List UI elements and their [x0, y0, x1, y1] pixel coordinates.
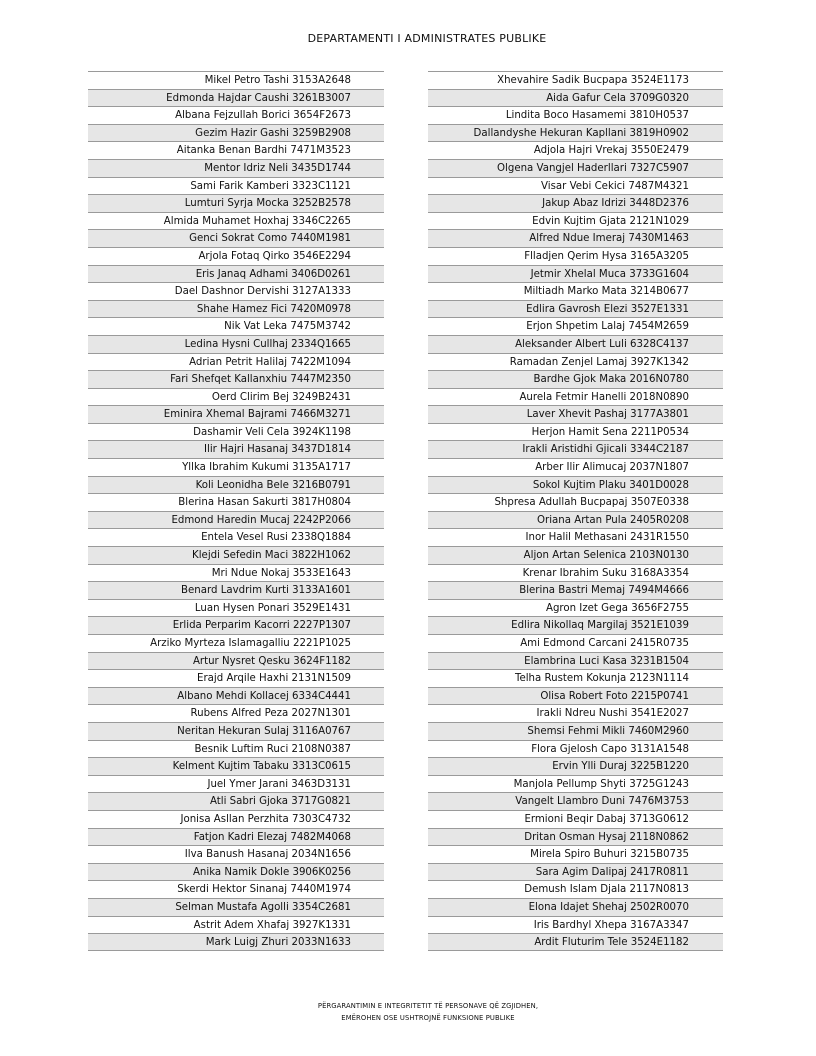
list-item: Demush Islam Djala 2117N0813: [428, 880, 723, 898]
list-item: Astrit Adem Xhafaj 3927K1331: [88, 916, 384, 934]
list-item: Aurela Fetmir Hanelli 2018N0890: [428, 388, 723, 406]
list-item: Shpresa Adullah Bucpapaj 3507E0338: [428, 493, 723, 511]
list-item: Yllka Ibrahim Kukumi 3135A1717: [88, 458, 384, 476]
list-item: Mark Luigj Zhuri 2033N1633: [88, 933, 384, 951]
list-item: Gezim Hazir Gashi 3259B2908: [88, 124, 384, 142]
list-item: Inor Halil Methasani 2431R1550: [428, 528, 723, 546]
list-item: Aleksander Albert Luli 6328C4137: [428, 335, 723, 353]
page-footer: [0, 1000, 816, 1024]
list-item: Besnik Luftim Ruci 2108N0387: [88, 740, 384, 758]
list-item: Albana Fejzullah Borici 3654F2673: [88, 106, 384, 124]
list-item: Entela Vesel Rusi 2338Q1884: [88, 528, 384, 546]
list-item: Dritan Osman Hysaj 2118N0862: [428, 828, 723, 846]
list-item: Edmonda Hajdar Caushi 3261B3007: [88, 89, 384, 107]
list-item: Benard Lavdrim Kurti 3133A1601: [88, 581, 384, 599]
list-item: Edmond Haredin Mucaj 2242P2066: [88, 511, 384, 529]
list-item: Ami Edmond Carcani 2415R0735: [428, 634, 723, 652]
list-item: Telha Rustem Kokunja 2123N1114: [428, 669, 723, 687]
list-item: Visar Vebi Cekici 7487M4321: [428, 177, 723, 195]
list-item: Edlira Gavrosh Elezi 3527E1331: [428, 300, 723, 318]
list-item: Jetmir Xhelal Muca 3733G1604: [428, 265, 723, 283]
list-item: Lindita Boco Hasamemi 3810H0537: [428, 106, 723, 124]
list-item: Lumturi Syrja Mocka 3252B2578: [88, 194, 384, 212]
list-item: Elambrina Luci Kasa 3231B1504: [428, 652, 723, 670]
list-item: Flladjen Qerim Hysa 3165A3205: [428, 247, 723, 265]
list-item: Ervin Ylli Duraj 3225B1220: [428, 757, 723, 775]
footer-line-1: PËRGARANTIMIN E INTEGRITETIT TË PERSONAVE QË ZGJIDHEN,: [317, 1002, 539, 1010]
right-name-list: [428, 71, 723, 951]
left-name-list: [88, 71, 384, 951]
list-item: Blerina Hasan Sakurti 3817H0804: [88, 493, 384, 511]
list-item: Ramadan Zenjel Lamaj 3927K1342: [428, 353, 723, 371]
list-item: Elona Idajet Shehaj 2502R0070: [428, 898, 723, 916]
list-item: Edlira Nikollaq Margilaj 3521E1039: [428, 616, 723, 634]
list-item: Oriana Artan Pula 2405R0208: [428, 511, 723, 529]
page-title: DEPARTAMENTI I ADMINISTRATES PUBLIKE: [307, 32, 547, 45]
list-item: Rubens Alfred Peza 2027N1301: [88, 704, 384, 722]
list-item: Eminira Xhemal Bajrami 7466M3271: [88, 405, 384, 423]
list-item: Irakli Aristidhi Gjicali 3344C2187: [428, 440, 723, 458]
list-item: Fari Shefqet Kallanxhiu 7447M2350: [88, 370, 384, 388]
list-item: Dashamir Veli Cela 3924K1198: [88, 423, 384, 441]
list-item: Genci Sokrat Como 7440M1981: [88, 229, 384, 247]
list-item: Ermioni Beqir Dabaj 3713G0612: [428, 810, 723, 828]
list-item: Fatjon Kadri Elezaj 7482M4068: [88, 828, 384, 846]
list-item: Mirela Spiro Buhuri 3215B0735: [428, 845, 723, 863]
list-item: Mikel Petro Tashi 3153A2648: [88, 71, 384, 89]
list-item: Shahe Hamez Fici 7420M0978: [88, 300, 384, 318]
list-item: Anika Namik Dokle 3906K0256: [88, 863, 384, 881]
list-item: Luan Hysen Ponari 3529E1431: [88, 599, 384, 617]
list-item: Ledina Hysni Cullhaj 2334Q1665: [88, 335, 384, 353]
list-item: Blerina Bastri Memaj 7494M4666: [428, 581, 723, 599]
list-item: Alfred Ndue Imeraj 7430M1463: [428, 229, 723, 247]
list-item: Vangelt Llambro Duni 7476M3753: [428, 792, 723, 810]
list-item: Sokol Kujtim Plaku 3401D0028: [428, 476, 723, 494]
list-item: Aida Gafur Cela 3709G0320: [428, 89, 723, 107]
list-item: Koli Leonidha Bele 3216B0791: [88, 476, 384, 494]
list-item: Juel Ymer Jarani 3463D3131: [88, 775, 384, 793]
list-item: Laver Xhevit Pashaj 3177A3801: [428, 405, 723, 423]
list-item: Adjola Hajri Vrekaj 3550E2479: [428, 141, 723, 159]
list-item: Xhevahire Sadik Bucpapa 3524E1173: [428, 71, 723, 89]
list-item: Albano Mehdi Kollacej 6334C4441: [88, 687, 384, 705]
list-item: Arber Ilir Alimucaj 2037N1807: [428, 458, 723, 476]
list-item: Shemsi Fehmi Mikli 7460M2960: [428, 722, 723, 740]
list-item: Sara Agim Dalipaj 2417R0811: [428, 863, 723, 881]
list-item: Atli Sabri Gjoka 3717G0821: [88, 792, 384, 810]
list-item: Aljon Artan Selenica 2103N0130: [428, 546, 723, 564]
list-item: Dallandyshe Hekuran Kapllani 3819H0902: [428, 124, 723, 142]
list-item: Irakli Ndreu Nushi 3541E2027: [428, 704, 723, 722]
list-item: Krenar Ibrahim Suku 3168A3354: [428, 564, 723, 582]
list-item: Klejdi Sefedin Maci 3822H1062: [88, 546, 384, 564]
list-item: Edvin Kujtim Gjata 2121N1029: [428, 212, 723, 230]
list-item: Almida Muhamet Hoxhaj 3346C2265: [88, 212, 384, 230]
list-item: Jakup Abaz Idrizi 3448D2376: [428, 194, 723, 212]
list-item: Kelment Kujtim Tabaku 3313C0615: [88, 757, 384, 775]
list-item: Mentor Idriz Neli 3435D1744: [88, 159, 384, 177]
list-item: Mri Ndue Nokaj 3533E1643: [88, 564, 384, 582]
list-item: Arziko Myrteza Islamagalliu 2221P1025: [88, 634, 384, 652]
list-item: Artur Nysret Qesku 3624F1182: [88, 652, 384, 670]
list-item: Ilir Hajri Hasanaj 3437D1814: [88, 440, 384, 458]
list-item: Jonisa Asllan Perzhita 7303C4732: [88, 810, 384, 828]
list-item: Erlida Perparim Kacorri 2227P1307: [88, 616, 384, 634]
list-item: Eris Janaq Adhami 3406D0261: [88, 265, 384, 283]
list-item: Erjon Shpetim Lalaj 7454M2659: [428, 317, 723, 335]
list-item: Olisa Robert Foto 2215P0741: [428, 687, 723, 705]
list-item: Oerd Clirim Bej 3249B2431: [88, 388, 384, 406]
list-item: Manjola Pellump Shyti 3725G1243: [428, 775, 723, 793]
list-item: Aitanka Benan Bardhi 7471M3523: [88, 141, 384, 159]
list-item: Selman Mustafa Agolli 3354C2681: [88, 898, 384, 916]
list-item: Miltiadh Marko Mata 3214B0677: [428, 282, 723, 300]
list-item: Dael Dashnor Dervishi 3127A1333: [88, 282, 384, 300]
list-item: Ardit Fluturim Tele 3524E1182: [428, 933, 723, 951]
list-item: Olgena Vangjel Haderllari 7327C5907: [428, 159, 723, 177]
list-item: Sami Farik Kamberi 3323C1121: [88, 177, 384, 195]
footer-line-2: EMËROHEN OSE USHTROJNË FUNKSIONE PUBLIKE: [341, 1014, 515, 1022]
list-item: Iris Bardhyl Xhepa 3167A3347: [428, 916, 723, 934]
list-item: Adrian Petrit Halilaj 7422M1094: [88, 353, 384, 371]
list-item: Ilva Banush Hasanaj 2034N1656: [88, 845, 384, 863]
list-item: Neritan Hekuran Sulaj 3116A0767: [88, 722, 384, 740]
list-item: Arjola Fotaq Qirko 3546E2294: [88, 247, 384, 265]
list-item: Herjon Hamit Sena 2211P0534: [428, 423, 723, 441]
list-item: Erajd Arqile Haxhi 2131N1509: [88, 669, 384, 687]
list-item: Flora Gjelosh Capo 3131A1548: [428, 740, 723, 758]
list-item: Nik Vat Leka 7475M3742: [88, 317, 384, 335]
list-item: Bardhe Gjok Maka 2016N0780: [428, 370, 723, 388]
list-item: Skerdi Hektor Sinanaj 7440M1974: [88, 880, 384, 898]
list-item: Agron Izet Gega 3656F2755: [428, 599, 723, 617]
